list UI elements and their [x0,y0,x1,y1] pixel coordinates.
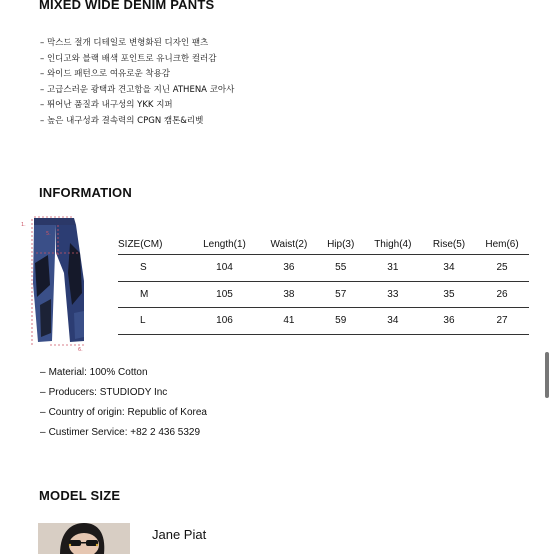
detail-item [40,426,207,446]
feature-item: – 인디고와 블랙 배색 포인트로 유니크한 컬러감 [40,53,217,64]
table-cell: 26 [475,281,529,308]
detail-item [40,386,207,406]
table-header-row [118,234,529,255]
model-photo [38,523,130,554]
table-cell: 33 [363,281,423,308]
table-cell: L [118,308,190,335]
feature-item: – 뛰어난 품질과 내구성의 YKK 지퍼 [40,100,173,110]
column-header: Thigh(4) [363,234,423,255]
jeans-diagram-icon [20,213,110,358]
feature-item: – 막스드 절개 디테일로 변형화된 디자인 팬츠 [40,38,209,48]
table-cell: 31 [363,255,423,282]
details-list [40,366,207,446]
table-row [118,281,529,308]
feature-item: – 고급스러운 광택과 견고함을 지닌 ATHENA 코아사 [40,84,235,95]
table-cell: 36 [259,255,319,282]
detail-text: Custimer Service: +82 2 436 5329 [48,427,201,438]
model-name: Jane Piat [152,527,207,542]
feature-item: – 와이드 패턴으로 여유로운 착용감 [40,69,171,79]
column-header: Length(1) [190,234,259,255]
feature-list [40,36,234,129]
table-row [118,255,529,282]
model-size-title: MODEL SIZE [39,488,121,503]
detail-item [40,366,207,386]
table-cell: 25 [475,255,529,282]
diagram-label: 1. [21,222,26,228]
diagram-label: 6. [78,347,83,353]
scrollbar-thumb[interactable] [545,352,549,398]
detail-text: Material: 100% Cotton [48,367,148,378]
column-header: Hip(3) [319,234,363,255]
dash-icon: – [40,427,46,438]
size-table [118,234,529,335]
detail-text: Producers: STUDIODY Inc [48,387,168,398]
column-header: SIZE(CM) [118,234,190,255]
column-header: Rise(5) [423,234,475,255]
table-cell: 104 [190,255,259,282]
information-title: INFORMATION [39,185,132,200]
dash-icon: – [40,387,46,398]
table-cell: S [118,255,190,282]
column-header: Hem(6) [475,234,529,255]
table-cell: 59 [319,308,363,335]
table-cell: 34 [363,308,423,335]
feature-item: – 높은 내구성과 결속력의 CPGN 캠톤&리벳 [40,115,204,126]
column-header: Waist(2) [259,234,319,255]
table-cell: 106 [190,308,259,335]
table-row [118,308,529,335]
table-cell: 55 [319,255,363,282]
dash-icon: – [40,407,46,418]
diagram-label: 5. [46,231,51,237]
table-cell: 34 [423,255,475,282]
table-cell: 38 [259,281,319,308]
table-cell: 35 [423,281,475,308]
dash-icon: – [40,367,46,378]
detail-text: Country of origin: Republic of Korea [48,407,207,418]
table-cell: 57 [319,281,363,308]
table-cell: 41 [259,308,319,335]
product-title: MIXED WIDE DENIM PANTS [39,0,215,12]
table-cell: 36 [423,308,475,335]
table-cell: M [118,281,190,308]
table-cell: 27 [475,308,529,335]
detail-item [40,406,207,426]
table-cell: 105 [190,281,259,308]
